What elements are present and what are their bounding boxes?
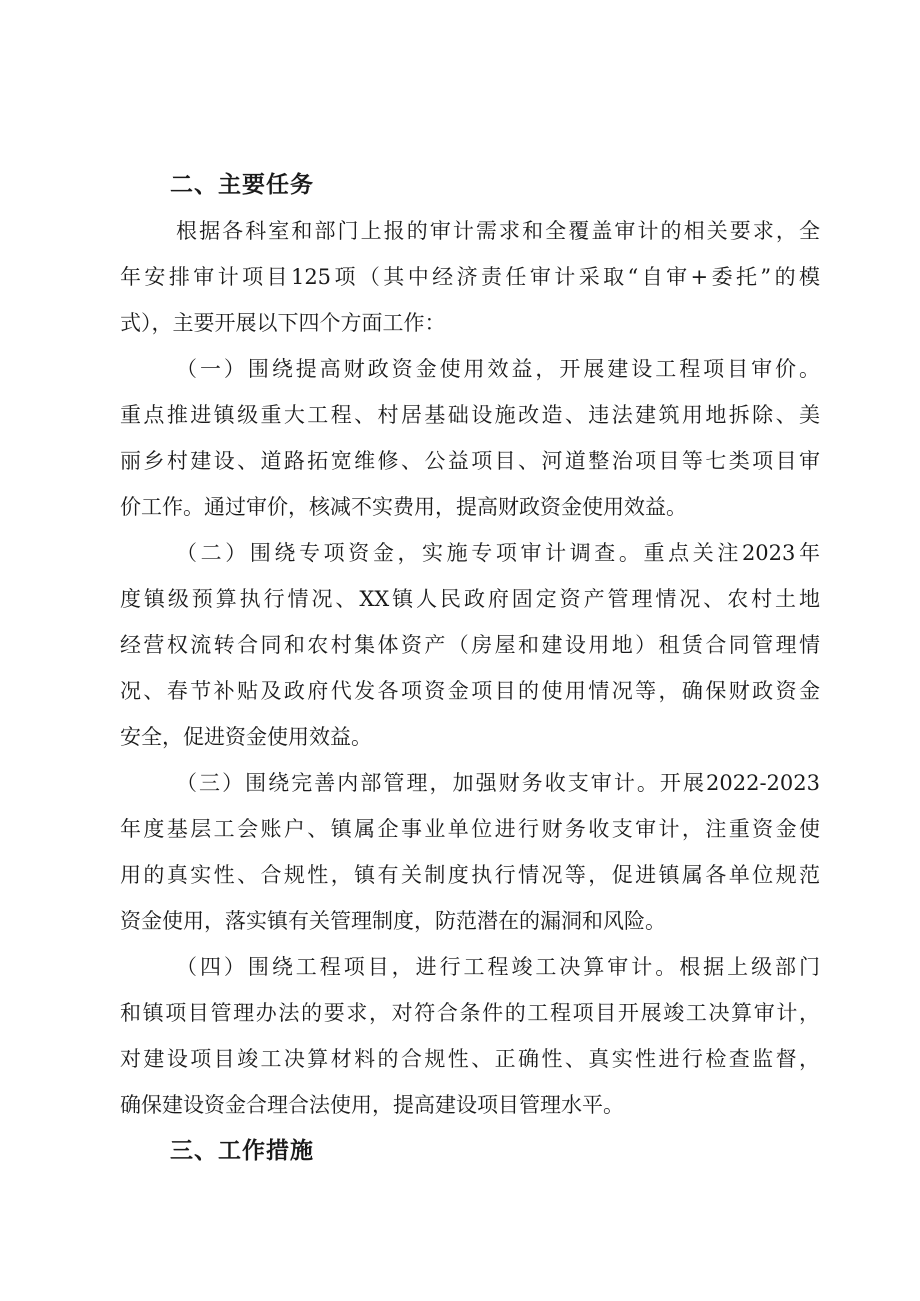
paragraph-line: 丽乡村建设、道路拓宽维修、公益项目、河道整治项目等七类项目审: [120, 449, 820, 473]
section-heading-work-measures: 三、工作措施: [170, 1138, 314, 1164]
paragraph-line: （四）围绕工程项目，进行工程竣工决算审计。根据上级部门: [176, 955, 820, 979]
paragraph-line: 式），主要开展以下四个方面工作：: [120, 311, 446, 335]
paragraph-line: 确保建设资金合理合法使用，提高建设项目管理水平。: [120, 1093, 624, 1117]
paragraph-line: 安全，促进资金使用效益。: [120, 725, 372, 749]
paragraph-line: （二）围绕专项资金，实施专项审计调查。重点关注2023年: [176, 541, 820, 565]
paragraph-line: （三）围绕完善内部管理，加强财务收支审计。开展2022-2023: [176, 771, 820, 795]
paragraph-line: 度镇级预算执行情况、XX镇人民政府固定资产管理情况、农村土地: [120, 587, 820, 611]
paragraph-line: 经营权流转合同和农村集体资产（房屋和建设用地）租赁合同管理情: [120, 633, 820, 657]
paragraph-line: 年度基层工会账户、镇属企事业单位进行财务收支审计，注重资金使: [120, 817, 820, 841]
paragraph-line: 资金使用，落实镇有关管理制度，防范潜在的漏洞和风险。: [120, 909, 666, 933]
paragraph-line: （一）围绕提高财政资金使用效益，开展建设工程项目审价。: [176, 357, 820, 381]
paragraph-line: 和镇项目管理办法的要求，对符合条件的工程项目开展竣工决算审计，: [120, 1001, 820, 1025]
paragraph-line: 根据各科室和部门上报的审计需求和全覆盖审计的相关要求，全: [176, 219, 820, 243]
paragraph-line: 况、春节补贴及政府代发各项资金项目的使用情况等，确保财政资金: [120, 679, 820, 703]
paragraph-line: 年安排审计项目125项（其中经济责任审计采取“自审+委托”的模: [120, 265, 820, 289]
paragraph-line: 重点推进镇级重大工程、村居基础设施改造、违法建筑用地拆除、美: [120, 403, 820, 427]
section-heading-main-tasks: 二、主要任务: [170, 172, 314, 198]
paragraph-line: 价工作。通过审价，核减不实费用，提高财政资金使用效益。: [120, 495, 687, 519]
paragraph-line: 用的真实性、合规性，镇有关制度执行情况等，促进镇属各单位规范: [120, 863, 820, 887]
paragraph-line: 对建设项目竣工决算材料的合规性、正确性、真实性进行检查监督，: [120, 1047, 820, 1071]
